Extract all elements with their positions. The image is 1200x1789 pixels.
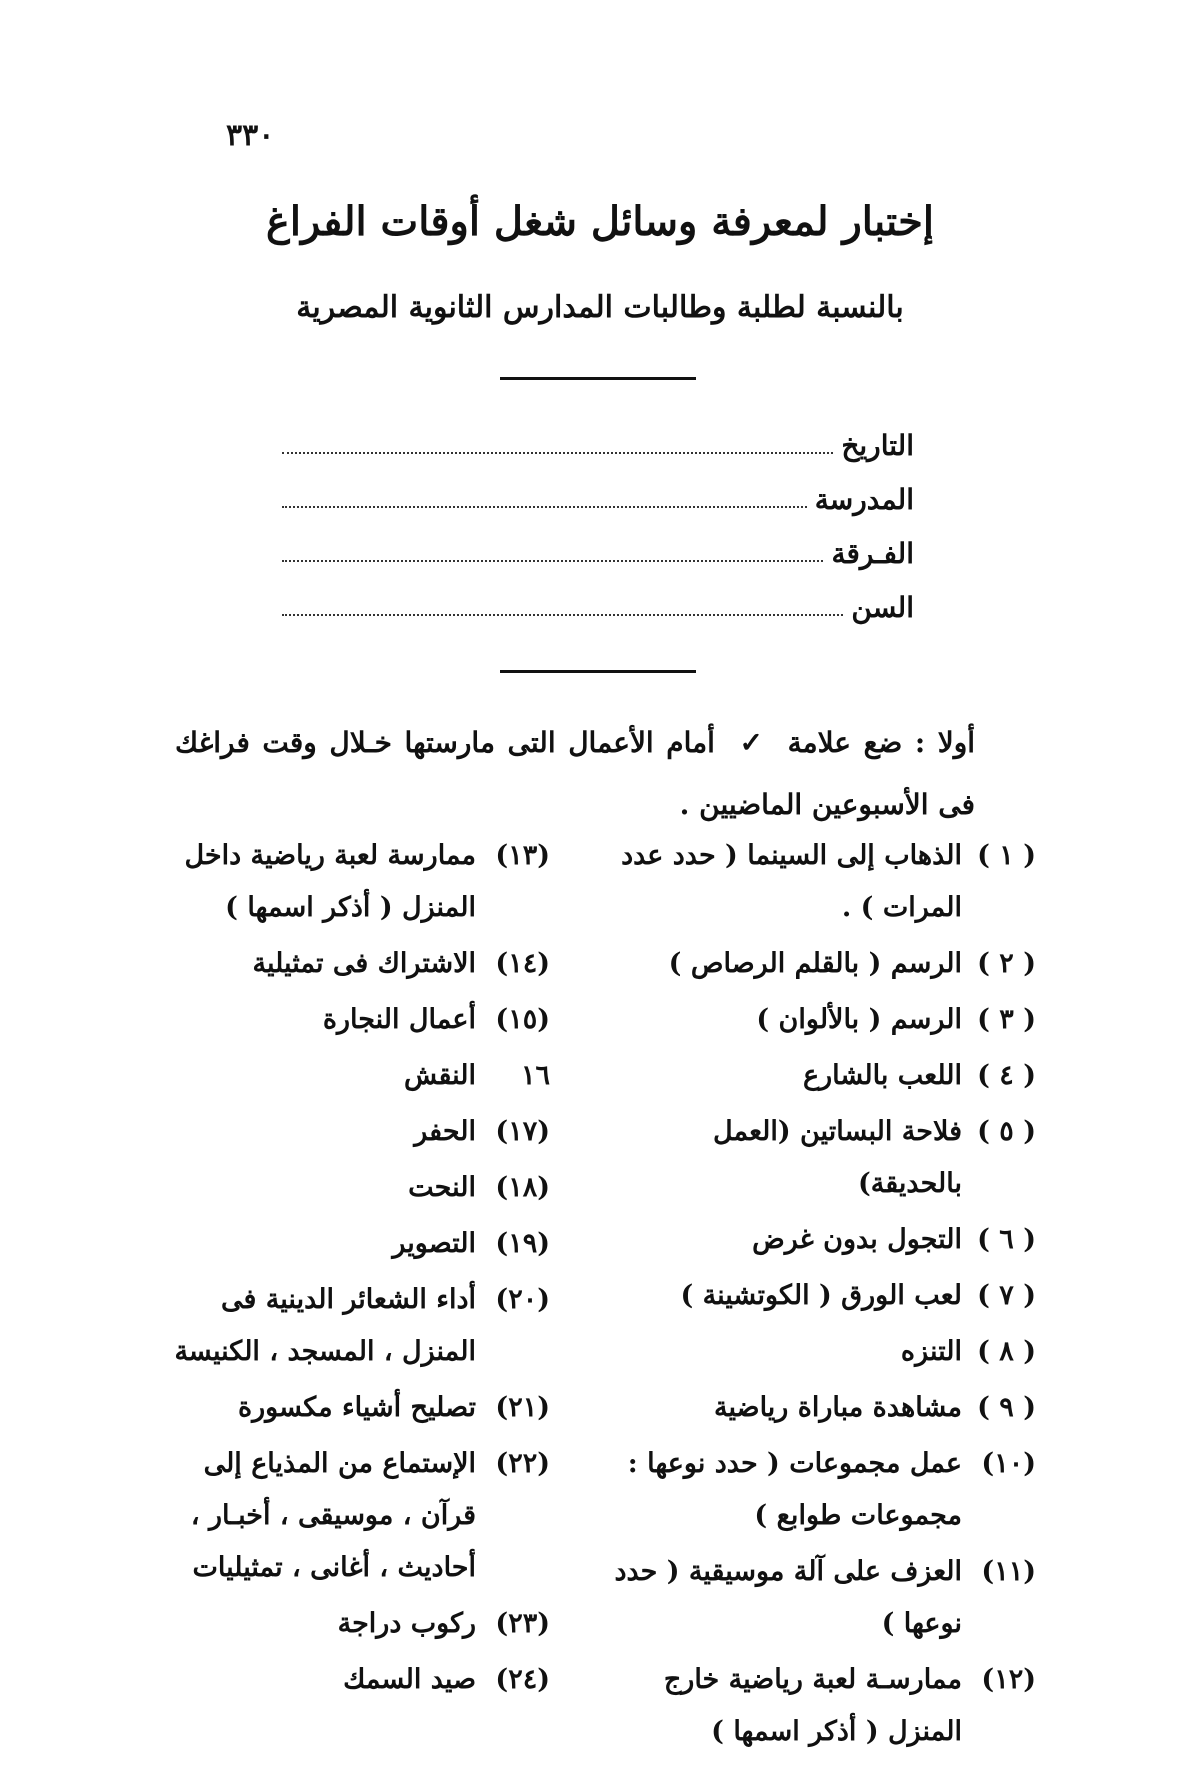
item-text: فلاحة البساتين (العمل بالحديقة) (713, 1116, 962, 1199)
item-number: (٢١) (495, 1392, 550, 1423)
divider-top (500, 377, 696, 380)
field-date[interactable] (282, 418, 914, 462)
item-text: أداء الشعائر الدينية فى المنزل ، المسجد ، الكنيسة (174, 1284, 476, 1367)
list-item[interactable] (600, 1326, 1036, 1378)
item-number: ( ٤ ) (977, 1060, 1036, 1091)
list-item[interactable] (150, 1050, 550, 1102)
item-text: النقش (404, 1060, 476, 1091)
field-age[interactable] (282, 580, 914, 624)
item-text: الحفر (414, 1116, 476, 1147)
item-number: ( ١ ) (977, 840, 1036, 871)
field-grade[interactable] (282, 526, 914, 570)
item-text: عمل مجموعات ( حدد نوعها : مجموعات طوابع ) (627, 1448, 962, 1531)
item-number: (١٠) (981, 1448, 1036, 1479)
item-text: الذهاب إلى السينما ( حدد عدد المرات ) . (621, 840, 962, 923)
item-text: الرسم ( بالقلم الرصاص ) (668, 948, 962, 979)
page-number: ٣٣٠ (226, 118, 275, 153)
list-item[interactable] (150, 938, 550, 990)
field-school[interactable] (282, 472, 914, 516)
instruction-text (175, 712, 975, 836)
list-item[interactable] (600, 1050, 1036, 1102)
list-item[interactable] (150, 1218, 550, 1270)
item-text: الاشتراك فى تمثيلية (252, 948, 476, 979)
item-text: التصوير (392, 1228, 476, 1259)
list-item[interactable] (150, 1162, 550, 1214)
field-grade-line (282, 560, 823, 562)
item-number: ( ٥ ) (977, 1116, 1036, 1147)
divider-middle (500, 670, 696, 673)
list-item[interactable] (150, 830, 550, 934)
field-age-line (282, 614, 843, 616)
item-text: لعب الورق ( الكوتشينة ) (680, 1280, 962, 1311)
item-number: (١٥) (495, 1004, 550, 1035)
list-item[interactable] (600, 938, 1036, 990)
list-item[interactable] (600, 1438, 1036, 1542)
item-number: (٢٤) (495, 1664, 550, 1695)
item-text: ممارسة لعبة رياضية داخل المنزل ( أذكر اسمها ) (184, 840, 476, 923)
list-item[interactable] (150, 1598, 550, 1650)
item-number: ( ٨ ) (977, 1336, 1036, 1367)
document-title: إختبار لمعرفة وسائل شغل أوقات الفراغ (266, 198, 934, 245)
item-text: اللعب بالشارع (802, 1060, 962, 1091)
item-text: العزف على آلة موسيقية ( حدد نوعها ) (614, 1556, 962, 1639)
item-text: مشاهدة مباراة رياضية (714, 1392, 962, 1423)
item-number: (٢٠) (495, 1284, 550, 1315)
document-subtitle: بالنسبة لطلبة وطالبات المدارس الثانوية المصرية (296, 290, 904, 325)
field-date-label: التاريخ (841, 429, 914, 462)
list-item[interactable] (600, 1546, 1036, 1650)
instruction-suffix: أمام الأعمال التى مارستها خـلال وقت فراغك فى الأسبوعين الماضيين . (175, 726, 975, 821)
item-text: التجول بدون غرض (752, 1224, 962, 1255)
list-item[interactable] (600, 830, 1036, 934)
item-text: الرسم ( بالألوان ) (756, 1004, 962, 1035)
item-number: ( ٣ ) (977, 1004, 1036, 1035)
list-item[interactable] (150, 1382, 550, 1434)
item-text: النحت (408, 1172, 476, 1203)
list-item[interactable] (600, 1214, 1036, 1266)
list-item[interactable] (600, 1654, 1036, 1758)
item-text: ممارسـة لعبة رياضية خارج المنزل ( أذكر اسمها ) (663, 1664, 962, 1747)
activity-list-right (600, 830, 1036, 1762)
field-school-line (282, 506, 807, 508)
item-number: ( ٩ ) (977, 1392, 1036, 1423)
instruction-prefix: أولا : ضع علامة (787, 726, 975, 759)
item-number: (١٧) (495, 1116, 550, 1147)
list-item[interactable] (600, 1382, 1036, 1434)
item-text: تصليح أشياء مكسورة (237, 1392, 476, 1423)
list-item[interactable] (600, 1106, 1036, 1210)
item-number: (٢٢) (495, 1448, 550, 1479)
list-item[interactable] (150, 1654, 550, 1706)
list-item[interactable] (150, 994, 550, 1046)
item-number: (١٣) (495, 840, 550, 871)
item-number: ١٦ (520, 1060, 550, 1091)
field-age-label: السن (851, 591, 914, 624)
item-text: صيد السمك (343, 1664, 476, 1695)
item-text: ركوب دراجة (337, 1608, 476, 1639)
list-item[interactable] (600, 994, 1036, 1046)
activity-list-left (150, 830, 550, 1710)
list-item[interactable] (600, 1270, 1036, 1322)
item-number: (١١) (981, 1556, 1036, 1587)
list-item[interactable] (150, 1438, 550, 1594)
item-number: (٢٣) (495, 1608, 550, 1639)
item-number: ( ٢ ) (977, 948, 1036, 979)
item-text: الإستماع من المذياع إلى قرآن ، موسيقى ، أخبـار ، أحاديث ، أغانى ، تمثيليات (190, 1448, 476, 1583)
field-school-label: المدرسة (814, 483, 914, 516)
item-text: التنزه (900, 1336, 962, 1367)
item-number: (١٤) (495, 948, 550, 979)
list-item[interactable] (150, 1274, 550, 1378)
item-text: أعمال النجارة (322, 1004, 476, 1035)
field-date-line (282, 452, 833, 454)
field-grade-label: الفـرقة (831, 537, 914, 570)
list-item[interactable] (150, 1106, 550, 1158)
item-number: (١٩) (495, 1228, 550, 1259)
item-number: (١٢) (981, 1664, 1036, 1695)
item-number: ( ٦ ) (977, 1224, 1036, 1255)
check-mark-icon: ✓ (739, 726, 763, 759)
item-number: (١٨) (495, 1172, 550, 1203)
item-number: ( ٧ ) (977, 1280, 1036, 1311)
